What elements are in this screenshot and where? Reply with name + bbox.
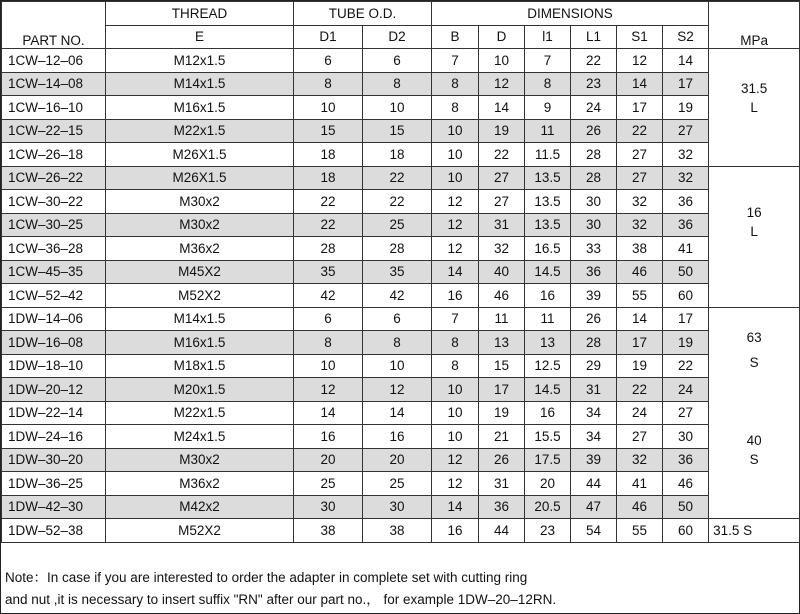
note-line-1: Note：In case if you are interested to order the adapter in complete set with cutting ring (5, 570, 528, 585)
value-cell: 14 (663, 49, 709, 73)
value-cell: M36x2 (106, 237, 294, 261)
value-cell: 11 (525, 119, 571, 143)
part-number-cell: 1CW–26–22 (2, 166, 106, 190)
value-cell: M22x1.5 (106, 401, 294, 425)
header-d: D (479, 25, 525, 49)
header-thread: THREAD (106, 2, 294, 26)
header-l1-upper: L1 (571, 25, 617, 49)
value-cell: 24 (617, 401, 663, 425)
value-cell: 27 (617, 166, 663, 190)
part-number-cell: 1CW–52–42 (2, 284, 106, 308)
mpa-cell-40-s (709, 430, 800, 501)
value-cell: 10 (294, 354, 363, 378)
table-row (2, 425, 800, 449)
value-cell: M22x1.5 (106, 119, 294, 143)
value-cell: 27 (479, 166, 525, 190)
value-cell: 18 (294, 143, 363, 167)
value-cell: 10 (432, 401, 479, 425)
value-cell: 20.5 (525, 495, 571, 519)
header-d1: D1 (294, 25, 363, 49)
value-cell: 10 (294, 96, 363, 120)
value-cell: 24 (571, 96, 617, 120)
header-s1: S1 (617, 25, 663, 49)
part-number-cell: 1CW–16–10 (2, 96, 106, 120)
table-row (2, 119, 800, 143)
part-number-cell: 1CW–30–25 (2, 213, 106, 237)
value-cell: 22 (294, 213, 363, 237)
part-number-cell: 1CW–36–28 (2, 237, 106, 261)
value-cell: 11 (479, 307, 525, 331)
value-cell: 22 (294, 190, 363, 214)
value-cell: 15.5 (525, 425, 571, 449)
table-row (2, 378, 800, 402)
value-cell: 36 (663, 213, 709, 237)
value-cell: 35 (363, 260, 432, 284)
value-cell: 41 (617, 472, 663, 496)
header-tube-od: TUBE O.D. (294, 2, 432, 26)
value-cell: M36x2 (106, 472, 294, 496)
value-cell: 30 (571, 190, 617, 214)
value-cell: M42x2 (106, 495, 294, 519)
value-cell: 40 (479, 260, 525, 284)
table-row (2, 519, 800, 543)
value-cell: 39 (571, 284, 617, 308)
table-row (2, 213, 800, 237)
value-cell: M24x1.5 (106, 425, 294, 449)
value-cell: 36 (663, 448, 709, 472)
value-cell: 12 (432, 213, 479, 237)
value-cell: 44 (571, 472, 617, 496)
part-number-cell: 1DW–42–30 (2, 495, 106, 519)
value-cell: 19 (663, 96, 709, 120)
value-cell: 11 (525, 307, 571, 331)
value-cell: M30x2 (106, 213, 294, 237)
value-cell: 16.5 (525, 237, 571, 261)
value-cell: 14 (432, 495, 479, 519)
value-cell: 36 (663, 190, 709, 214)
table-row (2, 448, 800, 472)
value-cell: 26 (571, 307, 617, 331)
value-cell: 13.5 (525, 190, 571, 214)
table-row (2, 49, 800, 73)
value-cell: 36 (571, 260, 617, 284)
value-cell: 12 (432, 190, 479, 214)
value-cell: 14 (617, 72, 663, 96)
header-dimensions: DIMENSIONS (432, 2, 709, 26)
header-thread-e: E (106, 25, 294, 49)
value-cell: 31 (571, 378, 617, 402)
value-cell: 35 (294, 260, 363, 284)
value-cell: 32 (663, 143, 709, 167)
value-cell: 30 (363, 495, 432, 519)
value-cell: 28 (571, 166, 617, 190)
pressure-series: S (749, 451, 759, 467)
value-cell: 27 (617, 425, 663, 449)
header-d2: D2 (363, 25, 432, 49)
value-cell: 30 (663, 425, 709, 449)
value-cell: 22 (571, 49, 617, 73)
value-cell: 22 (479, 143, 525, 167)
value-cell: 19 (617, 354, 663, 378)
part-number-cell: 1DW–24–16 (2, 425, 106, 449)
value-cell: 16 (432, 519, 479, 543)
value-cell: 12 (479, 72, 525, 96)
value-cell: M52X2 (106, 519, 294, 543)
value-cell: 28 (571, 143, 617, 167)
value-cell: 15 (294, 119, 363, 143)
table-row (2, 472, 800, 496)
order-note (5, 567, 556, 611)
value-cell: M16x1.5 (106, 331, 294, 355)
value-cell: 8 (432, 331, 479, 355)
value-cell: 17 (617, 331, 663, 355)
value-cell: M45X2 (106, 260, 294, 284)
part-number-cell: 1DW–18–10 (2, 354, 106, 378)
value-cell: 17 (663, 307, 709, 331)
note-line-2: and nut ,it is necessary to insert suffix "RN" after our part no.， for example 1DW–20–12RN. (5, 592, 557, 607)
header-b: B (432, 25, 479, 49)
value-cell: 27 (617, 143, 663, 167)
value-cell: 22 (663, 354, 709, 378)
value-cell: M30x2 (106, 190, 294, 214)
value-cell: 28 (571, 331, 617, 355)
value-cell: 46 (479, 284, 525, 308)
pressure-series: S (749, 354, 759, 370)
table-row (2, 284, 800, 308)
value-cell: 16 (525, 284, 571, 308)
pressure-value: 40 (746, 432, 762, 448)
value-cell: M14x1.5 (106, 307, 294, 331)
value-cell: 6 (294, 49, 363, 73)
part-number-cell: 1CW–22–15 (2, 119, 106, 143)
value-cell: 10 (363, 354, 432, 378)
value-cell: 42 (294, 284, 363, 308)
value-cell: 38 (617, 237, 663, 261)
value-cell: 15 (363, 119, 432, 143)
value-cell: 38 (363, 519, 432, 543)
part-number-cell: 1DW–20–12 (2, 378, 106, 402)
table-row (2, 96, 800, 120)
value-cell: 30 (294, 495, 363, 519)
pressure-value: 31.5 (740, 81, 768, 96)
value-cell: 17.5 (525, 448, 571, 472)
value-cell: 34 (571, 425, 617, 449)
value-cell: 28 (363, 237, 432, 261)
value-cell: 46 (617, 495, 663, 519)
part-number-cell: 1DW–14–06 (2, 307, 106, 331)
value-cell: 42 (363, 284, 432, 308)
value-cell: 25 (363, 472, 432, 496)
value-cell: 12 (294, 378, 363, 402)
part-number-cell: 1DW–16–08 (2, 331, 106, 355)
value-cell: 34 (571, 401, 617, 425)
value-cell: 32 (663, 166, 709, 190)
value-cell: 32 (617, 213, 663, 237)
part-number-cell: 1CW–14–08 (2, 72, 106, 96)
value-cell: 23 (525, 519, 571, 543)
value-cell: 50 (663, 495, 709, 519)
value-cell: 6 (294, 307, 363, 331)
part-number-cell: 1DW–52–38 (2, 519, 106, 543)
part-number-cell: 1CW–12–06 (2, 49, 106, 73)
mpa-cell-31-5-s: 31.5 S (709, 519, 800, 543)
value-cell: 10 (432, 425, 479, 449)
value-cell: 8 (432, 72, 479, 96)
value-cell: 21 (479, 425, 525, 449)
value-cell: 24 (663, 378, 709, 402)
value-cell: 16 (363, 425, 432, 449)
value-cell: 8 (363, 331, 432, 355)
value-cell: 47 (571, 495, 617, 519)
value-cell: 10 (479, 49, 525, 73)
value-cell: 13.5 (525, 213, 571, 237)
value-cell: 19 (479, 119, 525, 143)
value-cell: 36 (479, 495, 525, 519)
value-cell: 41 (663, 237, 709, 261)
value-cell: 46 (617, 260, 663, 284)
value-cell: 12 (617, 49, 663, 73)
value-cell: 13 (525, 331, 571, 355)
part-number-cell: 1DW–22–14 (2, 401, 106, 425)
value-cell: 13 (479, 331, 525, 355)
value-cell: 8 (432, 354, 479, 378)
value-cell: 10 (363, 96, 432, 120)
value-cell: 12 (432, 237, 479, 261)
value-cell: 27 (663, 119, 709, 143)
table-row (2, 354, 800, 378)
value-cell: 25 (294, 472, 363, 496)
value-cell: 10 (432, 119, 479, 143)
value-cell: 26 (571, 119, 617, 143)
value-cell: 6 (363, 307, 432, 331)
value-cell: 22 (363, 190, 432, 214)
value-cell: 22 (617, 119, 663, 143)
value-cell: 20 (525, 472, 571, 496)
mpa-cell-31-5-l (709, 49, 800, 167)
value-cell: 12 (432, 448, 479, 472)
value-cell: 8 (294, 331, 363, 355)
value-cell: 14 (294, 401, 363, 425)
value-cell: 13.5 (525, 166, 571, 190)
value-cell: 30 (571, 213, 617, 237)
pressure-series: L (750, 223, 758, 239)
value-cell: 12 (432, 472, 479, 496)
value-cell: 9 (525, 96, 571, 120)
value-cell: 31 (479, 213, 525, 237)
table-row (2, 495, 800, 519)
value-cell: 14 (479, 96, 525, 120)
value-cell: 31 (479, 472, 525, 496)
value-cell: 8 (525, 72, 571, 96)
part-number-cell: 1DW–30–20 (2, 448, 106, 472)
value-cell: 20 (363, 448, 432, 472)
value-cell: 7 (525, 49, 571, 73)
header-part-no: PART NO. (2, 2, 106, 49)
table-row (2, 166, 800, 190)
value-cell: 29 (571, 354, 617, 378)
value-cell: 20 (294, 448, 363, 472)
value-cell: 60 (663, 519, 709, 543)
value-cell: 14 (432, 260, 479, 284)
value-cell: 23 (571, 72, 617, 96)
value-cell: 8 (363, 72, 432, 96)
value-cell: 33 (571, 237, 617, 261)
value-cell: 60 (663, 284, 709, 308)
table-row (2, 331, 800, 355)
table-row (2, 237, 800, 261)
value-cell: 28 (294, 237, 363, 261)
value-cell: M18x1.5 (106, 354, 294, 378)
value-cell: 55 (617, 519, 663, 543)
value-cell: 6 (363, 49, 432, 73)
value-cell: 44 (479, 519, 525, 543)
value-cell: 16 (294, 425, 363, 449)
header-s2: S2 (663, 25, 709, 49)
value-cell: 32 (479, 237, 525, 261)
pressure-series: L (750, 100, 758, 115)
value-cell: 32 (617, 190, 663, 214)
adapter-dimensions-table (1, 1, 800, 543)
value-cell: 10 (432, 143, 479, 167)
header-mpa: MPa (709, 2, 800, 49)
value-cell: 27 (479, 190, 525, 214)
value-cell: 8 (432, 96, 479, 120)
header-l1-lower: l1 (525, 25, 571, 49)
mpa-cell-63-s (709, 307, 800, 448)
value-cell: 10 (432, 166, 479, 190)
value-cell: 19 (663, 331, 709, 355)
value-cell: 46 (663, 472, 709, 496)
value-cell: 22 (617, 378, 663, 402)
table-row (2, 190, 800, 214)
table-row (2, 307, 800, 331)
value-cell: 11.5 (525, 143, 571, 167)
value-cell: 14 (363, 401, 432, 425)
value-cell: M26X1.5 (106, 143, 294, 167)
value-cell: 14.5 (525, 260, 571, 284)
value-cell: 19 (479, 401, 525, 425)
value-cell: M14x1.5 (106, 72, 294, 96)
table-row (2, 72, 800, 96)
value-cell: 54 (571, 519, 617, 543)
value-cell: 17 (663, 72, 709, 96)
table-row (2, 260, 800, 284)
pressure-value: 63 (746, 329, 762, 345)
table-body (2, 49, 800, 543)
table-row (2, 401, 800, 425)
value-cell: 38 (294, 519, 363, 543)
value-cell: 7 (432, 49, 479, 73)
table-row (2, 143, 800, 167)
value-cell: 7 (432, 307, 479, 331)
value-cell: M30x2 (106, 448, 294, 472)
value-cell: 22 (363, 166, 432, 190)
value-cell: 17 (479, 378, 525, 402)
part-number-cell: 1DW–36–25 (2, 472, 106, 496)
value-cell: 8 (294, 72, 363, 96)
value-cell: 14 (617, 307, 663, 331)
value-cell: 26 (479, 448, 525, 472)
value-cell: 10 (432, 378, 479, 402)
value-cell: 50 (663, 260, 709, 284)
value-cell: M26X1.5 (106, 166, 294, 190)
value-cell: 16 (525, 401, 571, 425)
value-cell: M52X2 (106, 284, 294, 308)
value-cell: 16 (432, 284, 479, 308)
value-cell: 14.5 (525, 378, 571, 402)
part-number-cell: 1CW–45–35 (2, 260, 106, 284)
value-cell: 18 (363, 143, 432, 167)
value-cell: 27 (663, 401, 709, 425)
part-number-cell: 1CW–26–18 (2, 143, 106, 167)
value-cell: 12 (363, 378, 432, 402)
value-cell: 39 (571, 448, 617, 472)
value-cell: 17 (617, 96, 663, 120)
pressure-value: 16 (746, 204, 762, 220)
value-cell: M16x1.5 (106, 96, 294, 120)
value-cell: 12.5 (525, 354, 571, 378)
part-number-cell: 1CW–30–22 (2, 190, 106, 214)
value-cell: 32 (617, 448, 663, 472)
value-cell: M12x1.5 (106, 49, 294, 73)
value-cell: 15 (479, 354, 525, 378)
value-cell: 18 (294, 166, 363, 190)
value-cell: M20x1.5 (106, 378, 294, 402)
value-cell: 55 (617, 284, 663, 308)
value-cell: 25 (363, 213, 432, 237)
mpa-cell-16-l (709, 166, 800, 307)
